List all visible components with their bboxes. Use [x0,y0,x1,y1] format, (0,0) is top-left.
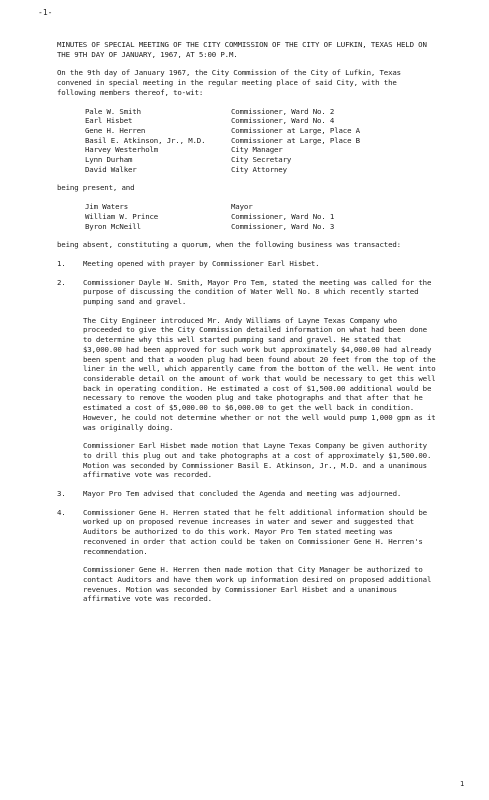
absent-text: being absent, constituting a quorum, when the following business was transacted: [57,240,401,250]
being-present-text: being present, and [57,183,135,193]
item-number: 3. [57,489,66,499]
item-body [83,259,439,269]
item-paragraph: Mayor Pro Tem advised that concluded the Agenda and meeting was adjourned. [83,489,402,499]
document-title: MINUTES OF SPECIAL MEETING OF THE CITY COMMISSION OF THE CITY OF LUFKIN, TEXAS HELD ON THE 9TH DAY OF JANUARY, 1967, AT 5:00 P.M. [57,40,427,59]
member-title: Commissioner, Ward No. 3 [231,221,335,231]
item-paragraph: Commissioner Gene H. Herren then made motion that City Manager be authorized to contact Auditors and have them work up information desired on proposed additional revenues. Motion was seconded by Commissioner Earl Hisbet and a unanimous affirmative vote was recorded. [83,565,432,604]
item-paragraph: Meeting opened with prayer by Commissioner Earl Hisbet. [83,258,320,268]
agenda-item [57,508,439,604]
member-title: Commissioner, Ward No. 1 [231,211,335,221]
member-name: Harvey Westerholm [85,145,159,155]
member-name: David Walker [85,164,137,174]
page-mark: -1- [38,8,53,17]
item-number: 4. [57,507,66,517]
member-title: Commissioner at Large, Place A [231,125,360,135]
member-title: Mayor [231,202,253,212]
item-number: 1. [57,258,66,268]
member-title: City Manager [231,145,283,155]
item-paragraph: Commissioner Earl Hisbet made motion that Layne Texas Company be given authority to drill this plug out and take photographs at a cost of approximately $1,500.00. Motion was seconded by Commissioner Basil E. Atkinson, Jr., M.D. and a unanimous affirmative vote was recorded. [83,441,432,480]
item-paragraph: Commissioner Gene H. Herren stated that he felt additional information should be worked up on proposed revenue increases in water and sewer and suggested that Auditors be authorized to do this work. Mayor Pro Tem stated meeting was reconvened in order that action could be taken on Commissioner Gene H. Herren's recommendation. [83,507,427,556]
member-name: Jim Waters [85,202,128,212]
footer-mark: 1 [460,780,465,788]
item-body [83,278,439,480]
item-body [83,489,439,499]
member-name: Byron McNeill [85,221,141,231]
absent-members-list [57,202,439,231]
member-name: Gene H. Herren [85,125,146,135]
item-body [83,508,439,604]
present-members-list [57,107,439,175]
item-paragraph: Commissioner Dayle W. Smith, Mayor Pro Tem, stated the meeting was called for the purpose of discussing the condition of Water Well No. 8 which recently started pumping sand and gravel. [83,277,432,307]
opening-paragraph: On the 9th day of January 1967, the City Commission of the City of Lufkin, Texas convened in special meeting in the regular meeting place of said City, with the following members thereof, to-wit: [57,68,401,97]
member-name: William W. Prince [85,211,159,221]
member-name: Pale W. Smith [85,106,141,116]
member-title: Commissioner at Large, Place B [231,135,360,145]
member-title: Commissioner, Ward No. 2 [231,106,335,116]
agenda-item [57,259,439,269]
member-name: Basil E. Atkinson, Jr., M.D. [85,135,206,145]
agenda-item [57,278,439,480]
member-title: City Attorney [231,164,287,174]
member-title: Commissioner, Ward No. 4 [231,116,335,126]
member-name: Earl Hisbet [85,116,133,126]
minutes-document [57,40,439,613]
item-number: 2. [57,277,66,287]
member-name: Lynn Durham [85,155,133,165]
item-paragraph: The City Engineer introduced Mr. Andy Williams of Layne Texas Company who proceeded to give the City Commission detailed information on what had been done to determine why this well started pumping sand and gravel. He stated that $3,000.00 had been approved for such work but approximately $4,000.00 had already been spent and that a wooden plug had been found about 20 feet from the top of the liner in the well, which apparently came from the bottom of the well. He went into considerable detail on the amount of work that would be necessary to get this well back in operating condition. He estimated a cost of $1,500.00 additional would be necessary to remove the wooden plug and take photographs and that after that he estimated a cost of $5,000.00 to $6,000.00 to get the well back in condition. However, he could not determine whether or not the well would pump 1,000 gpm as it was originally doing. [83,315,436,432]
member-title: City Secretary [231,155,292,165]
agenda-item [57,489,439,499]
